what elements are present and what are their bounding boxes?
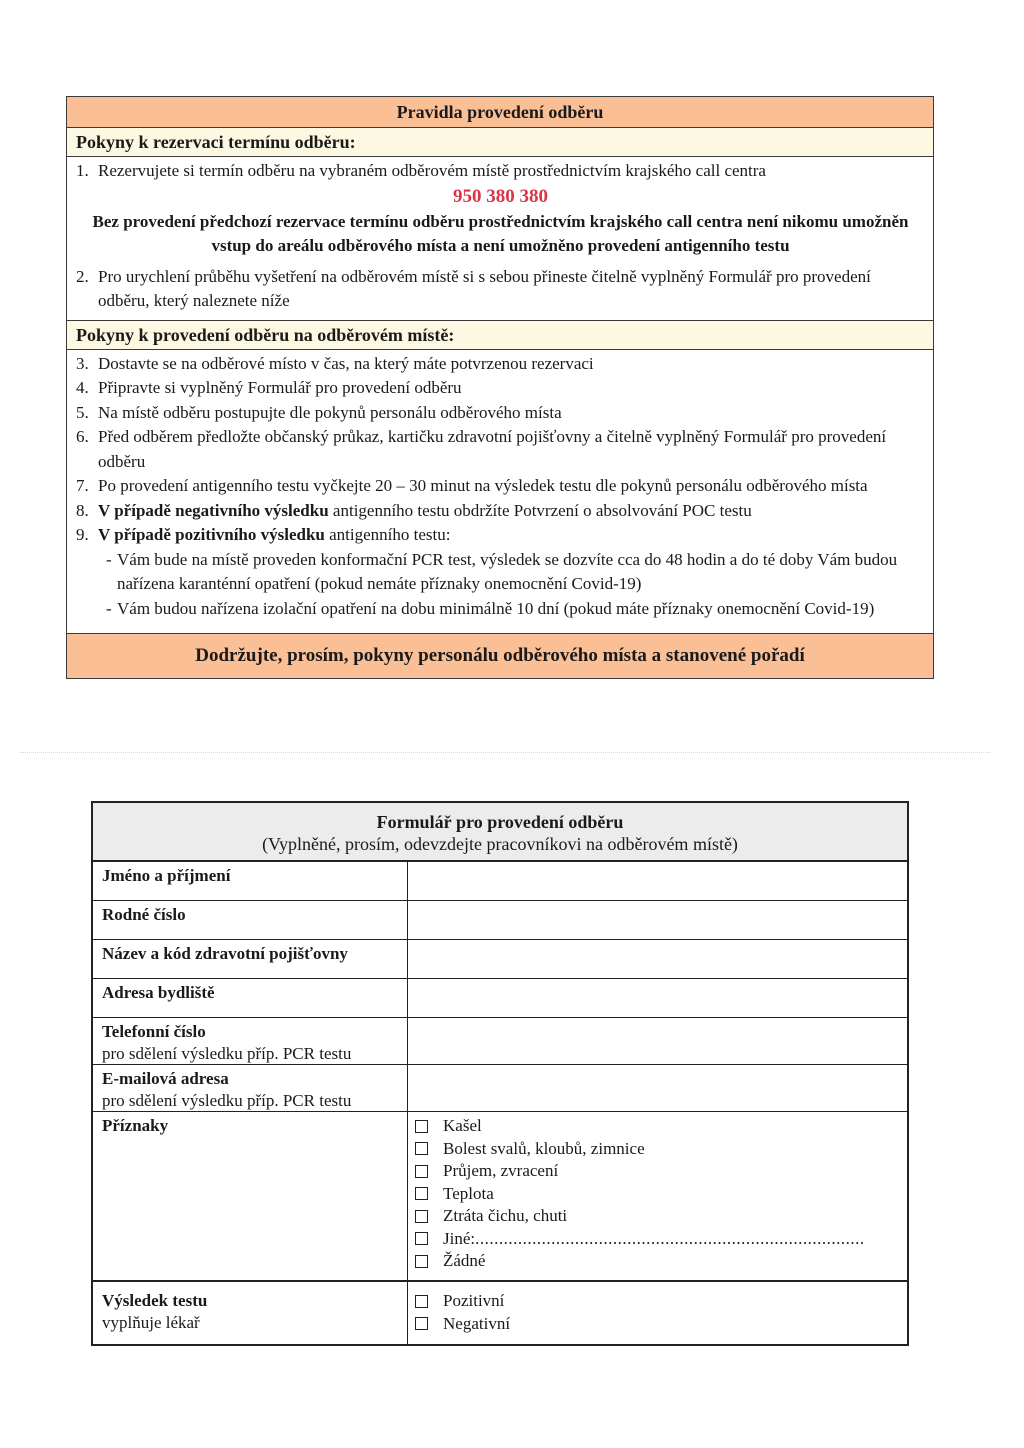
list-item: 3. Dostavte se na odběrové místo v čas, na který máte potvrzenou rezervaci [76, 353, 594, 373]
field-label: Rodné číslo [102, 905, 186, 924]
form-row-symptoms [93, 1112, 907, 1282]
symptom-other-checkbox[interactable]: Jiné: .................................................................................. [415, 1228, 900, 1251]
other-fill-line[interactable]: .................................................................................. [475, 1228, 865, 1248]
list-item: 1. Rezervujete si termín odběru na vybraném odběrovém místě prostřednictvím krajského call centra [76, 161, 766, 180]
section1-body [67, 157, 933, 320]
checkbox-icon[interactable] [415, 1187, 428, 1200]
form-row-insurance [93, 940, 907, 979]
checkbox-icon[interactable] [415, 1295, 428, 1308]
call-center-phone: 950 380 380 [453, 185, 548, 207]
bullet-item: - Vám bude na místě proveden konformační PCR test, výsledek se dozvíte cca do 48 hodin a do té doby Vám budou nařízena karanténní opatření (pokud nemáte příznaky onemocnění Covid-19) [106, 549, 898, 593]
birth-number-field[interactable] [408, 901, 907, 939]
field-label: Adresa bydliště [102, 983, 215, 1002]
cut-line-divider [20, 752, 990, 753]
list-item: 7. Po provedení antigenního testu vyčkejte 20 – 30 minut na výsledek testu dle pokynů personálu odběrového místa [76, 476, 868, 495]
field-label: E-mailová adresa [102, 1069, 229, 1088]
list-item: 4. Připravte si vyplněný Formulář pro provedení odběru [76, 378, 462, 397]
bullet-item: - Vám budou nařízena izolační opatření na dobu minimálně 10 dní (pokud máte příznaky onemocnění Covid-19) [106, 598, 875, 618]
form-row-birth-number [93, 901, 907, 940]
field-label: Jméno a příjmení [102, 866, 231, 885]
checkbox-icon[interactable] [415, 1255, 428, 1268]
form-title: Formulář pro provedení odběru [376, 812, 624, 832]
form-header [93, 803, 907, 862]
email-field[interactable] [408, 1065, 907, 1111]
checkbox-icon[interactable] [415, 1210, 428, 1223]
list-item: 9. V případě pozitivního výsledku antigenního testu: [76, 525, 451, 544]
insurance-field[interactable] [408, 940, 907, 978]
reservation-warning: Bez provedení předchozí rezervace termínu odběru prostřednictvím krajského call centra není nikomu umožněn vstup do areálu odběrového místa a není umožněno provedení antigenního testu [92, 211, 909, 255]
form-row-address [93, 979, 907, 1018]
form-row-phone [93, 1018, 907, 1065]
field-label: Název a kód zdravotní pojišťovny [102, 944, 348, 963]
rules-footer: Dodržujte, prosím, pokyny personálu odběrového místa a stanovené pořadí [67, 633, 933, 678]
form-row-name [93, 862, 907, 901]
symptom-cough-checkbox[interactable]: Kašel [415, 1115, 900, 1138]
list-item: 6. Před odběrem předložte občanský průkaz, kartičku zdravotní pojišťovny a čitelně vyplněný Formulář pro provedení odběru [76, 427, 887, 471]
sampling-form [91, 801, 909, 1346]
result-negative-checkbox[interactable]: Negativní [415, 1313, 900, 1336]
checkbox-icon[interactable] [415, 1165, 428, 1178]
list-item: 2. Pro urychlení průběhu vyšetření na odběrovém místě si s sebou přineste čitelně vyplněný Formulář pro provedení odběru, který naleznete níže [76, 266, 871, 310]
section2-heading: Pokyny k provedení odběru na odběrovém místě: [67, 320, 933, 350]
section1-heading: Pokyny k rezervaci termínu odběru: [67, 128, 933, 157]
symptom-diarrhea-checkbox[interactable]: Průjem, zvracení [415, 1160, 900, 1183]
field-label: Telefonní číslo [102, 1022, 206, 1041]
checkbox-icon[interactable] [415, 1142, 428, 1155]
rules-box [66, 96, 934, 679]
form-row-email [93, 1065, 907, 1112]
field-note: vyplňuje lékař [102, 1313, 200, 1332]
list-item: 8. V případě negativního výsledku antigenního testu obdržíte Potvrzení o absolvování POC testu [76, 500, 752, 520]
phone-field[interactable] [408, 1018, 907, 1064]
address-field[interactable] [408, 979, 907, 1017]
field-note: pro sdělení výsledku příp. PCR testu [102, 1044, 352, 1063]
result-options [408, 1282, 907, 1344]
rules-title: Pravidla provedení odběru [67, 97, 933, 128]
checkbox-icon[interactable] [415, 1232, 428, 1245]
field-label: Příznaky [102, 1116, 169, 1135]
result-positive-checkbox[interactable]: Pozitivní [415, 1290, 900, 1313]
checkbox-icon[interactable] [415, 1317, 428, 1330]
name-field[interactable] [408, 862, 907, 900]
symptom-muscle-pain-checkbox[interactable]: Bolest svalů, kloubů, zimnice [415, 1138, 900, 1161]
checkbox-icon[interactable] [415, 1120, 428, 1133]
field-note: pro sdělení výsledku příp. PCR testu [102, 1091, 352, 1110]
symptom-none-checkbox[interactable]: Žádné [415, 1250, 900, 1273]
symptoms-options [408, 1112, 907, 1280]
form-row-result [93, 1282, 907, 1344]
list-item: 5. Na místě odběru postupujte dle pokynů personálu odběrového místa [76, 402, 562, 422]
symptom-smell-loss-checkbox[interactable]: Ztráta čichu, chuti [415, 1205, 900, 1228]
symptom-fever-checkbox[interactable]: Teplota [415, 1183, 900, 1206]
form-subtitle: (Vyplněné, prosím, odevzdejte pracovníkovi na odběrovém místě) [262, 834, 738, 854]
section2-body [67, 350, 933, 634]
field-label: Výsledek testu [102, 1291, 208, 1310]
